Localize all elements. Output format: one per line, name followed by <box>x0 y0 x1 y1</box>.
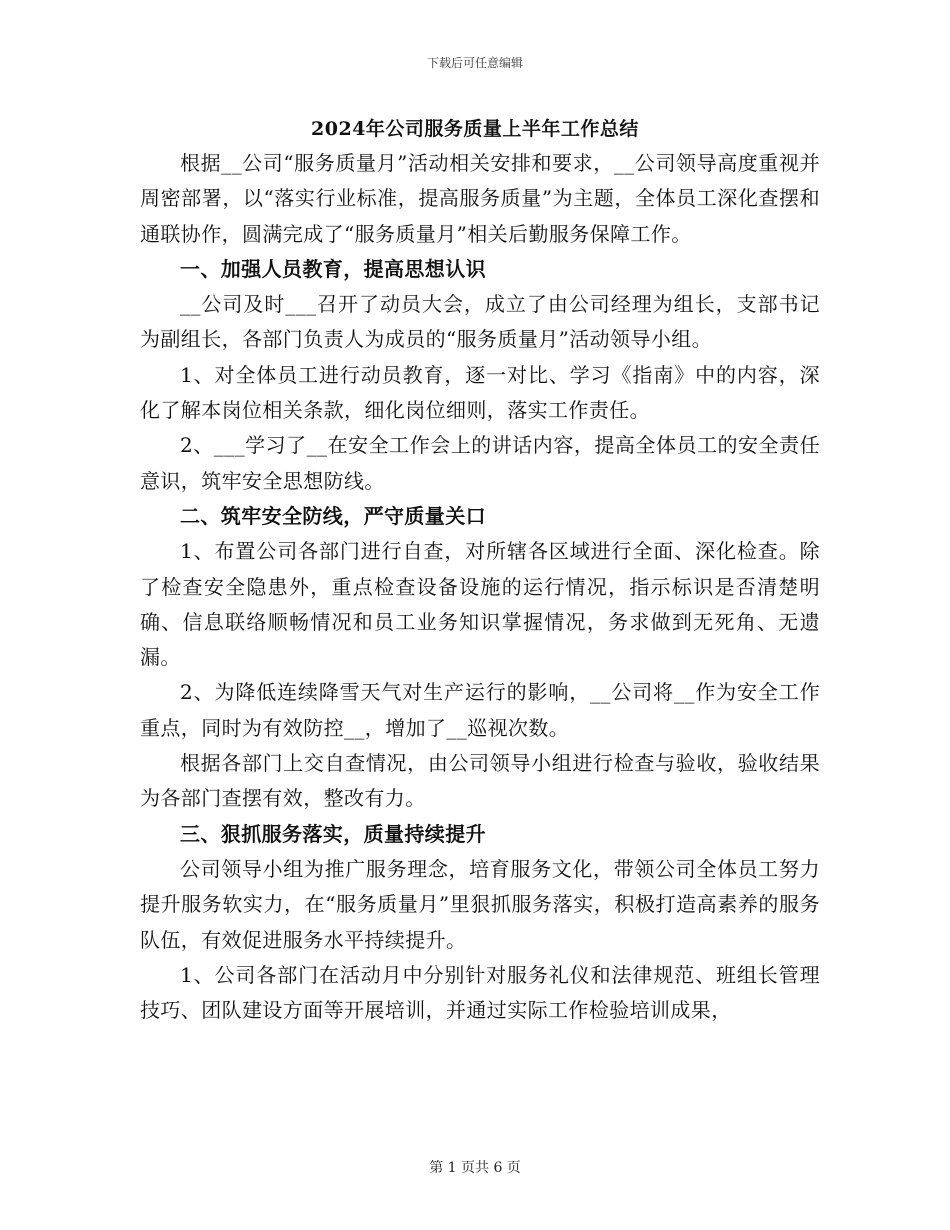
document-body <box>140 146 820 1028</box>
section-heading-3: 三、狠抓服务落实，质量持续提升 <box>180 821 486 846</box>
document-title: 2024年公司服务质量上半年工作总结 <box>311 118 639 140</box>
page-header-note: 下载后可任意编辑 <box>426 56 523 70</box>
paragraph: 1、布置公司各部门进行自查，对所辖各区域进行全面、深化检查。除了检查安全隐患外，重点检查设备设施的运行情况，指示标识是否清楚明确、信息联络顺畅情况和员工业务知识掌握情况，务求做到无死角、无遗漏。 <box>140 539 820 670</box>
paragraph: 1、对全体员工进行动员教育，逐一对比、学习《指南》中的内容，深化了解本岗位相关条款，细化岗位细则，落实工作责任。 <box>140 362 820 423</box>
section-heading-1: 一、加强人员教育，提高思想认识 <box>180 256 486 281</box>
paragraph: __公司及时___召开了动员大会，成立了由公司经理为组长，支部书记为副组长，各部门负责人为成员的“服务质量月”活动领导小组。 <box>140 292 820 352</box>
section-heading-2: 二、筑牢安全防线，严守质量关口 <box>180 503 486 528</box>
paragraph: 1、公司各部门在活动月中分别针对服务礼仪和法律规范、班组长管理技巧、团队建设方面等开展培训，并通过实际工作检验培训成果， <box>140 962 820 1023</box>
page-number-footer: 第 1 页共 6 页 <box>429 1160 521 1176</box>
paragraph: 公司领导小组为推广服务理念，培育服务文化，带领公司全体员工努力提升服务软实力，在“服务质量月”里狠抓服务落实，积极打造高素养的服务队伍，有效促进服务水平持续提升。 <box>140 856 820 952</box>
paragraph: 2、___学习了__在安全工作会上的讲话内容，提高全体员工的安全责任意识，筑牢安全思想防线。 <box>140 433 820 493</box>
paragraph: 根据各部门上交自查情况，由公司领导小组进行检查与验收，验收结果为各部门查摆有效，整改有力。 <box>140 751 820 811</box>
paragraph: 2、为降低连续降雪天气对生产运行的影响，__公司将__作为安全工作重点，同时为有效防控__，增加了__巡视次数。 <box>140 680 820 740</box>
paragraph-intro: 根据__公司“服务质量月”活动相关安排和要求，__公司领导高度重视并周密部署，以“落实行业标准，提高服务质量”为主题，全体员工深化查摆和通联协作，圆满完成了“服务质量月”相关后勤服务保障工作。 <box>140 151 820 246</box>
